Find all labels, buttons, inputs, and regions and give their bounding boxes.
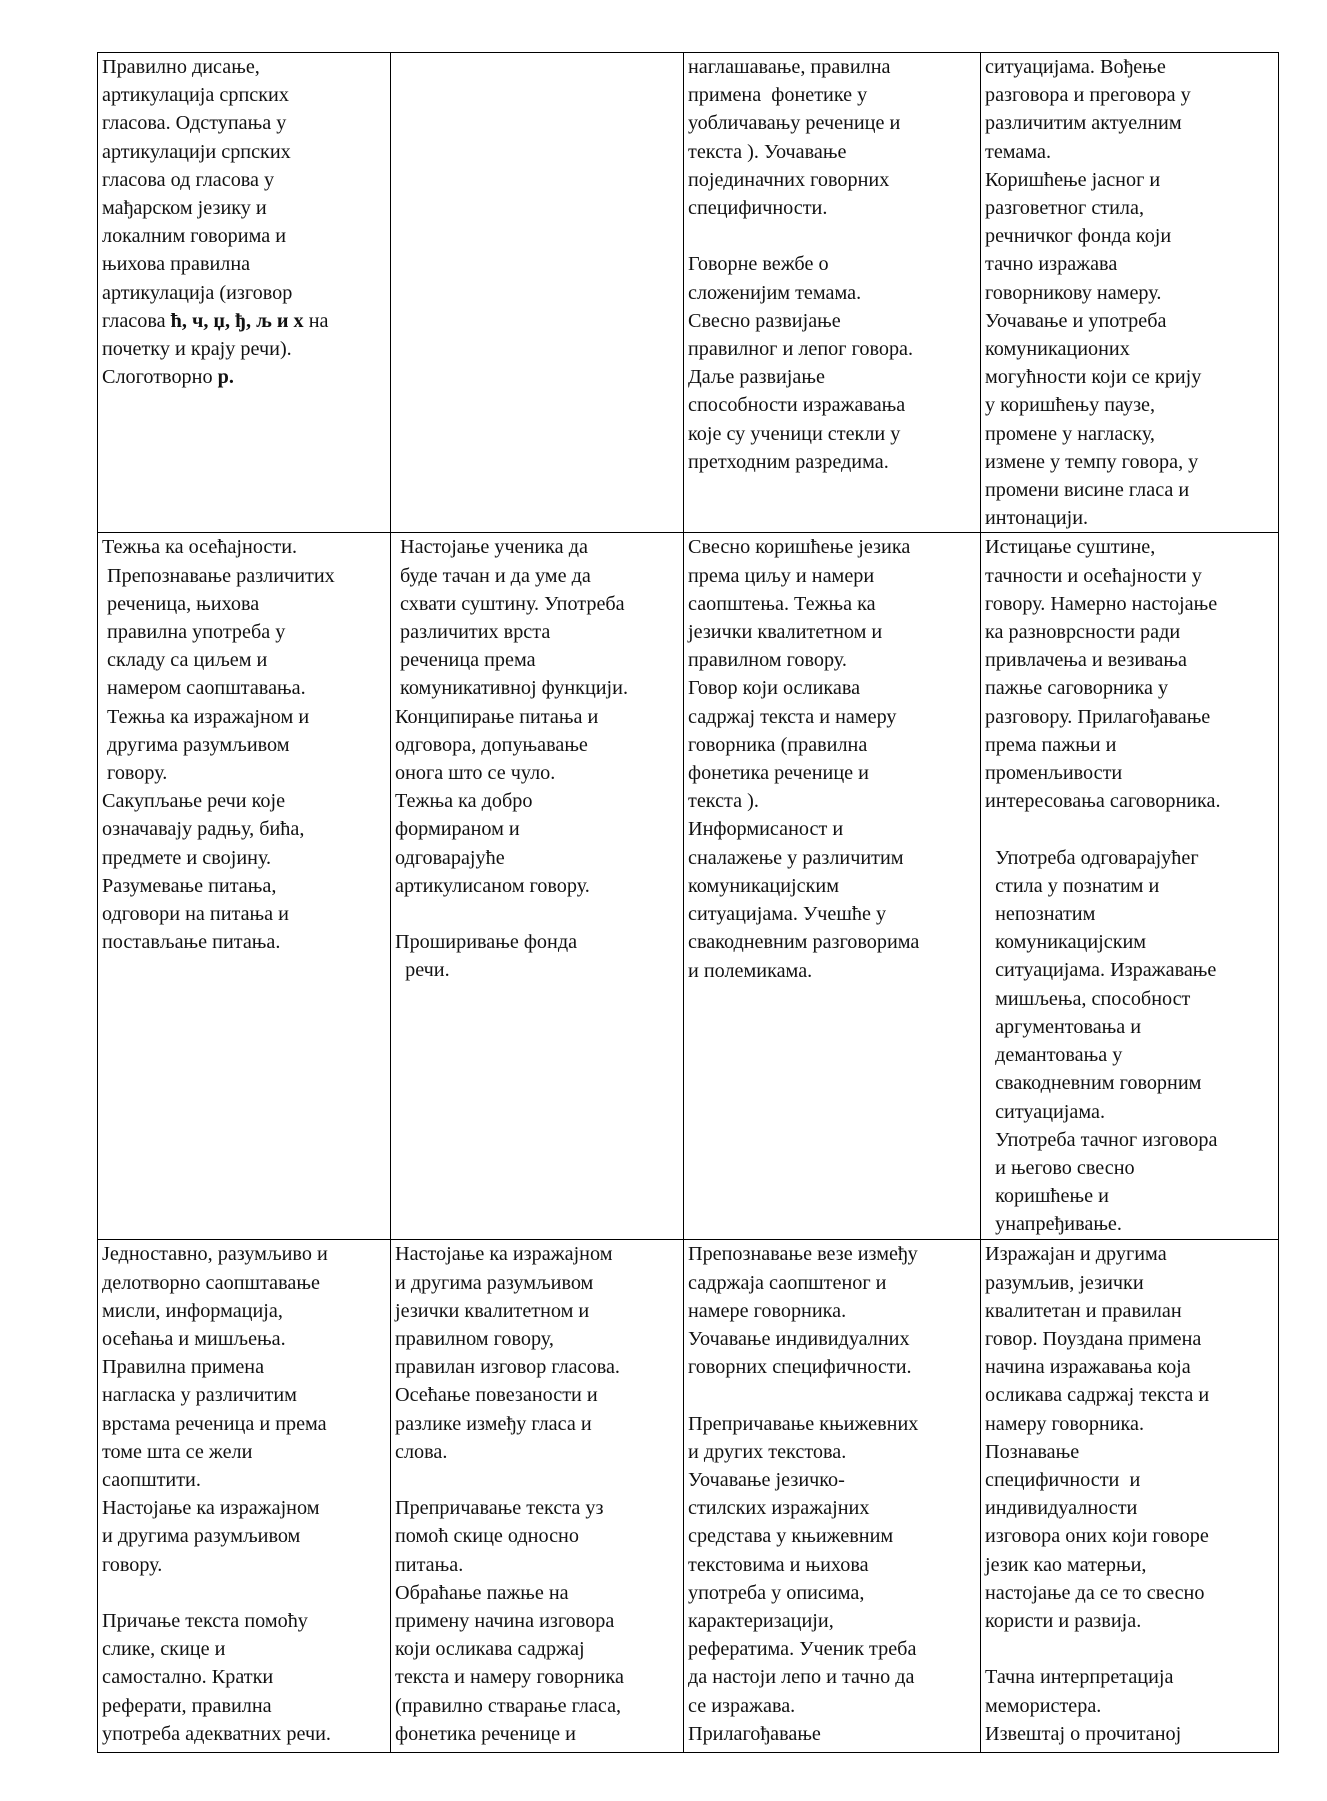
cell-line: тачности и осећајности у bbox=[985, 564, 1202, 587]
cell-line: Причање текста помоћу bbox=[102, 1610, 308, 1633]
cell-line: Тежња ка добро bbox=[395, 790, 533, 813]
cell-line: слова. bbox=[395, 1440, 448, 1463]
cell-line: комуникацијским bbox=[688, 874, 839, 897]
cell-line: Разумевање питања, bbox=[102, 874, 277, 897]
cell-line: Уочавање језичко- bbox=[688, 1469, 845, 1492]
cell-line: сложенијим темама. bbox=[688, 281, 862, 304]
cell-line: саопштити. bbox=[102, 1469, 201, 1492]
cell-line: разговору. Прилагођавање bbox=[985, 705, 1211, 728]
cell-line: говору. bbox=[102, 1553, 163, 1576]
cell-line: мађарском језику и bbox=[102, 197, 267, 220]
table-cell-3-1 bbox=[98, 1240, 391, 1753]
cell-line: реферати, правилна bbox=[102, 1694, 272, 1717]
cell-line: уобличавању реченице и bbox=[688, 112, 901, 135]
cell-line: одговора, допуњавање bbox=[395, 733, 588, 756]
cell-line: предмете и својину. bbox=[102, 846, 272, 869]
cell-line: текста и намеру говорника bbox=[395, 1666, 624, 1689]
cell-line: према циљу и намери bbox=[688, 564, 875, 587]
cell-line: правилном говору. bbox=[688, 649, 847, 672]
cell-line: Истицање суштине, bbox=[985, 536, 1156, 559]
cell-line: специфичности и bbox=[985, 1469, 1141, 1492]
cell-line: Говор који осликава bbox=[688, 677, 861, 700]
cell-line: артикулацији српских bbox=[102, 140, 291, 163]
cell-line: употреба у описима, bbox=[688, 1581, 865, 1604]
cell-line: фонетика реченице и bbox=[688, 762, 869, 785]
cell-line: Говорне вежбе о bbox=[688, 253, 829, 276]
cell-line: говору. Намерно настојање bbox=[985, 592, 1218, 615]
cell-line: различитим актуелним bbox=[985, 112, 1182, 135]
cell-line: примена фонетике у bbox=[688, 84, 868, 107]
table-row bbox=[98, 53, 1279, 533]
cell-line: које су ученици стекли у bbox=[688, 422, 901, 445]
cell-line: промене у нагласку, bbox=[985, 422, 1155, 445]
cell-line: променљивости bbox=[985, 762, 1123, 785]
cell-line: Проширивање фонда bbox=[395, 931, 578, 954]
cell-line: говор. Поуздана примена bbox=[985, 1328, 1202, 1351]
table-cell-2-2 bbox=[391, 533, 684, 1240]
cell-line: специфичности. bbox=[688, 197, 828, 220]
cell-line: Тачна интерпретација bbox=[985, 1666, 1174, 1689]
cell-line: Настојање ученика да bbox=[395, 536, 588, 559]
cell-line: и других текстова. bbox=[688, 1440, 847, 1463]
cell-line bbox=[688, 1381, 977, 1409]
cell-line: (правилно стварање гласа, bbox=[395, 1694, 622, 1717]
cell-line: делотворно саопштавање bbox=[102, 1271, 320, 1294]
cell-line: правилан изговор гласова. bbox=[395, 1356, 620, 1379]
cell-line: разумљив, језички bbox=[985, 1271, 1144, 1294]
cell-line: самостално. Кратки bbox=[102, 1666, 274, 1689]
cell-line: Свесно развијање bbox=[688, 309, 841, 332]
cell-line: Једноставно, разумљиво и bbox=[102, 1243, 328, 1266]
cell-line: Препричавање текста уз bbox=[395, 1497, 604, 1520]
cell-line: свакодневним говорним bbox=[985, 1072, 1202, 1095]
cell-line: Информисаност и bbox=[688, 818, 844, 841]
cell-line: текста ). Уочавање bbox=[688, 140, 847, 163]
cell-line: језик као матерњи, bbox=[985, 1553, 1147, 1576]
cell-line: Познавање bbox=[985, 1440, 1080, 1463]
cell-line: говорних специфичности. bbox=[688, 1356, 912, 1379]
cell-line: разговетног стила, bbox=[985, 197, 1144, 220]
cell-line: демантовања у bbox=[985, 1044, 1123, 1067]
cell-line: артикулисаном говору. bbox=[395, 874, 590, 897]
cell-line: постављање питања. bbox=[102, 931, 281, 954]
cell-line: у коришћењу паузе, bbox=[985, 394, 1156, 417]
cell-line: Сакупљање речи које bbox=[102, 790, 286, 813]
cell-line: стила у познатим и bbox=[985, 874, 1160, 897]
table-cell-1-3 bbox=[684, 53, 981, 533]
cell-line: онога што се чуло. bbox=[395, 762, 556, 785]
table-row bbox=[98, 1240, 1279, 1753]
cell-line: Тежња ка изражајном и bbox=[102, 705, 310, 728]
cell-line: Изражајан и другима bbox=[985, 1243, 1167, 1266]
cell-line: реченица према bbox=[395, 649, 536, 672]
cell-line: правилног и лепог говора. bbox=[688, 338, 914, 361]
cell-line: Свесно коришћење језика bbox=[688, 536, 911, 559]
cell-line: промени висине гласа и bbox=[985, 479, 1190, 502]
cell-line: разговора и преговора у bbox=[985, 84, 1191, 107]
cell-line: примену начина изговора bbox=[395, 1610, 615, 1633]
cell-line: помоћ скице односно bbox=[395, 1525, 579, 1548]
table-cell-2-3 bbox=[684, 533, 981, 1240]
cell-line: и полемикама. bbox=[688, 959, 813, 982]
cell-line: рефератима. Ученик треба bbox=[688, 1638, 917, 1661]
cell-line: саопштења. Тежња ка bbox=[688, 592, 876, 615]
table-cell-1-4 bbox=[981, 53, 1279, 533]
cell-line: језички квалитетном и bbox=[395, 1299, 590, 1322]
cell-line: одговарајуће bbox=[395, 846, 505, 869]
cell-line: Настојање ка изражајном bbox=[102, 1497, 320, 1520]
table-cell-1-1 bbox=[98, 53, 391, 533]
cell-line: различитих врста bbox=[395, 621, 551, 644]
cell-line: Осећање повезаности и bbox=[395, 1384, 598, 1407]
cell-line: гласова од гласова у bbox=[102, 168, 275, 191]
cell-line: који осликава садржај bbox=[395, 1638, 585, 1661]
cell-line: питања. bbox=[395, 1553, 464, 1576]
cell-line: Употреба тачног изговора bbox=[985, 1128, 1218, 1151]
cell-line: ситуацијама. Вођење bbox=[985, 56, 1166, 78]
cell-line: локалним говорима и bbox=[102, 225, 287, 248]
cell-line: пажње саговорника у bbox=[985, 677, 1169, 700]
cell-line: говорника (правилна bbox=[688, 733, 868, 756]
cell-line: Слоготворно р. bbox=[102, 366, 234, 389]
cell-line: и другима разумљивом bbox=[102, 1525, 301, 1548]
cell-line: ситуацијама. Изражавање bbox=[985, 959, 1217, 982]
cell-line: непознатим bbox=[985, 903, 1096, 926]
cell-line: способности изражавања bbox=[688, 394, 906, 417]
table-cell-3-4 bbox=[981, 1240, 1279, 1753]
cell-line: претходним разредима. bbox=[688, 450, 889, 473]
curriculum-table bbox=[97, 52, 1279, 1753]
cell-line: Настојање ка изражајном bbox=[395, 1243, 613, 1266]
cell-line: Уочавање и употреба bbox=[985, 309, 1167, 332]
cell-line bbox=[688, 222, 977, 250]
cell-line: начина изражавања која bbox=[985, 1356, 1191, 1379]
cell-line: мисли, информација, bbox=[102, 1299, 283, 1322]
cell-line: према пажњи и bbox=[985, 733, 1117, 756]
cell-line: средстава у књижевним bbox=[688, 1525, 894, 1548]
cell-line: почетку и крају речи). bbox=[102, 338, 292, 361]
cell-line: комуникацијским bbox=[985, 931, 1147, 954]
cell-line: Правилна примена bbox=[102, 1356, 265, 1379]
cell-line: формираном и bbox=[395, 818, 520, 841]
cell-line: језички квалитетном и bbox=[688, 621, 883, 644]
cell-line: се изражава. bbox=[688, 1694, 796, 1717]
table-cell-1-2 bbox=[391, 53, 684, 533]
cell-line: стилских изражајних bbox=[688, 1497, 870, 1520]
cell-line bbox=[395, 900, 680, 928]
cell-line: артикулација (изговор bbox=[102, 281, 293, 304]
cell-line: намеру говорника. bbox=[985, 1412, 1145, 1435]
table-row bbox=[98, 533, 1279, 1240]
cell-line: складу са циљем и bbox=[102, 649, 268, 672]
cell-line: интересовања саговорника. bbox=[985, 790, 1221, 813]
cell-line: врстама реченица и према bbox=[102, 1412, 327, 1435]
cell-line: Обраћање пажње на bbox=[395, 1581, 569, 1604]
cell-line: другима разумљивом bbox=[102, 733, 290, 756]
cell-line: изговора оних који говоре bbox=[985, 1525, 1209, 1548]
cell-line: реченица, њихова bbox=[102, 592, 260, 615]
cell-line: Извештај о прочитаној bbox=[985, 1722, 1182, 1745]
table-cell-3-2 bbox=[391, 1240, 684, 1753]
cell-line: свакодневним разговорима bbox=[688, 931, 920, 954]
cell-line: коришћење и bbox=[985, 1185, 1109, 1208]
cell-line: карактеризацији, bbox=[688, 1610, 834, 1633]
cell-line: осликава садржај текста и bbox=[985, 1384, 1210, 1407]
cell-line: квалитетан и правилан bbox=[985, 1299, 1182, 1322]
cell-line: могућности који се крију bbox=[985, 366, 1202, 389]
cell-line: правилном говору, bbox=[395, 1328, 554, 1351]
cell-line bbox=[395, 1466, 680, 1494]
cell-line: Уочавање индивидуалних bbox=[688, 1328, 910, 1351]
cell-line: мишљења, способност bbox=[985, 987, 1191, 1010]
cell-line: аргументовања и bbox=[985, 1015, 1142, 1038]
cell-line: користи и развија. bbox=[985, 1610, 1142, 1633]
cell-line: да настоји лепо и тачно да bbox=[688, 1666, 915, 1689]
cell-line bbox=[102, 1579, 387, 1607]
cell-line: појединачних говорних bbox=[688, 168, 890, 191]
cell-line: Препознавање различитих bbox=[102, 564, 335, 587]
cell-line: Даље развијање bbox=[688, 366, 825, 389]
cell-line: ситуацијама. Учешће у bbox=[688, 903, 887, 926]
cell-line: разлике између гласа и bbox=[395, 1412, 592, 1435]
cell-line: комуникативној функцији. bbox=[395, 677, 629, 700]
cell-line: Правилно дисање, bbox=[102, 56, 260, 78]
cell-line bbox=[985, 815, 1275, 843]
cell-line: томе шта се жели bbox=[102, 1440, 253, 1463]
cell-line: текста ). bbox=[688, 790, 759, 813]
cell-line: привлачења и везивања bbox=[985, 649, 1187, 672]
cell-line: употреба адекватних речи. bbox=[102, 1722, 331, 1745]
cell-line: артикулација српских bbox=[102, 84, 289, 107]
cell-line: Прилагођавање bbox=[688, 1722, 821, 1745]
cell-line: гласова. Одступања у bbox=[102, 112, 287, 135]
cell-line: садржаја саопштеног и bbox=[688, 1271, 887, 1294]
cell-line: намером саопштавања. bbox=[102, 677, 306, 700]
cell-line: речи. bbox=[395, 959, 450, 982]
cell-line: говорникову намеру. bbox=[985, 281, 1162, 304]
cell-line: комуникационих bbox=[985, 338, 1130, 361]
cell-line: правилна употреба у bbox=[102, 621, 286, 644]
cell-line: и другима разумљивом bbox=[395, 1271, 594, 1294]
cell-line bbox=[985, 1635, 1275, 1663]
cell-line: измене у темпу говора, у bbox=[985, 450, 1199, 473]
cell-line: сналажење у различитим bbox=[688, 846, 904, 869]
cell-line: наглашавање, правилна bbox=[688, 56, 891, 78]
cell-line: Тежња ка осећајности. bbox=[102, 536, 298, 559]
table-cell-3-3 bbox=[684, 1240, 981, 1753]
cell-line: индивидуалности bbox=[985, 1497, 1138, 1520]
cell-line: одговори на питања и bbox=[102, 903, 289, 926]
table-cell-2-4 bbox=[981, 533, 1279, 1240]
cell-line: Употреба одговарајућег bbox=[985, 846, 1199, 869]
cell-line: тачно изражава bbox=[985, 253, 1118, 276]
cell-line: речничког фонда који bbox=[985, 225, 1172, 248]
cell-line: означавају радњу, бића, bbox=[102, 818, 305, 841]
cell-line: Конципирање питања и bbox=[395, 705, 599, 728]
cell-line: говору. bbox=[102, 762, 168, 785]
cell-line: ситуацијама. bbox=[985, 1100, 1106, 1123]
cell-line: схвати суштину. Употреба bbox=[395, 592, 625, 615]
cell-line: осећања и мишљења. bbox=[102, 1328, 286, 1351]
cell-line: ка разноврсности ради bbox=[985, 621, 1181, 644]
cell-line: слике, скице и bbox=[102, 1638, 226, 1661]
cell-line: настојање да се то свесно bbox=[985, 1581, 1205, 1604]
cell-line: унапређивање. bbox=[985, 1213, 1122, 1236]
cell-line: садржај текста и намеру bbox=[688, 705, 897, 728]
cell-line: интонацији. bbox=[985, 507, 1089, 530]
cell-line: гласова ћ, ч, џ, ђ, љ и х на bbox=[102, 309, 329, 332]
cell-line: њихова правилна bbox=[102, 253, 251, 276]
cell-line: нагласка у различитим bbox=[102, 1384, 297, 1407]
cell-line: намере говорника. bbox=[688, 1299, 847, 1322]
cell-line: текстовима и њихова bbox=[688, 1553, 869, 1576]
cell-line: темама. bbox=[985, 140, 1052, 163]
cell-line: фонетика реченице и bbox=[395, 1722, 576, 1745]
cell-line: Препознавање везе између bbox=[688, 1243, 918, 1266]
cell-line: Препричавање књижевних bbox=[688, 1412, 919, 1435]
cell-line: и његово свесно bbox=[985, 1156, 1135, 1179]
cell-line: буде тачан и да уме да bbox=[395, 564, 591, 587]
cell-line: Коришћење јасног и bbox=[985, 168, 1161, 191]
table-cell-2-1 bbox=[98, 533, 391, 1240]
cell-line: мемористера. bbox=[985, 1694, 1102, 1717]
